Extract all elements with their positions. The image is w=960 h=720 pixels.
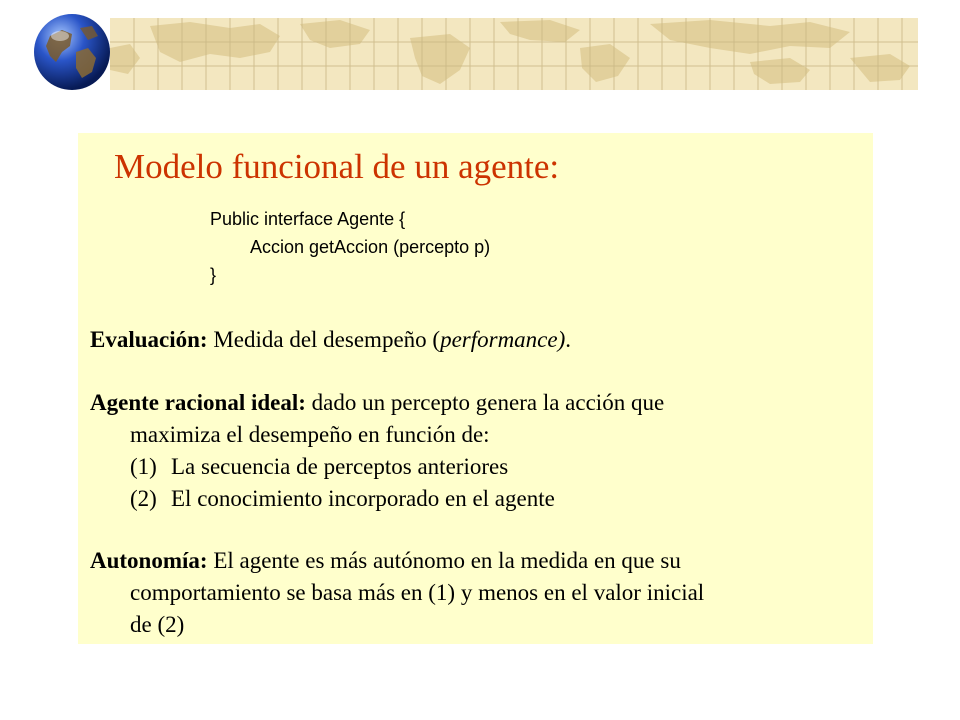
evaluacion-term: Evaluación: (90, 327, 208, 352)
agente-racional-text: dado un percepto genera la acción que (305, 390, 665, 415)
agente-racional-line-2: maximiza el desempeño en función de: (130, 422, 490, 447)
evaluacion-end: . (565, 327, 571, 352)
code-line-2: Accion getAccion (percepto p) (250, 237, 491, 257)
list-item-2-text: El conocimiento incorporado en el agente (171, 486, 555, 511)
autonomia-paragraph (90, 549, 681, 572)
list-item-1-text: La secuencia de perceptos anteriores (171, 454, 509, 479)
agente-racional-paragraph (90, 391, 664, 414)
list-item-1-number: (1) (130, 454, 157, 479)
evaluacion-text: Medida del desempeño ( (207, 327, 441, 352)
evaluacion-italic: performance) (440, 327, 566, 352)
autonomia-text: El agente es más autónomo en la medida en que su (207, 548, 681, 573)
autonomia-line-3: de (2) (130, 612, 185, 637)
code-line-3: } (210, 265, 217, 285)
autonomia-line-2: comportamiento se basa más en (1) y menos en el valor inicial (130, 580, 705, 605)
autonomia-term: Autonomía: (90, 548, 208, 573)
code-line-1: Public interface Agente { (210, 209, 406, 229)
agente-racional-term: Agente racional ideal: (90, 390, 306, 415)
world-map-banner (110, 18, 918, 90)
evaluacion-paragraph (90, 328, 571, 351)
list-item-2-number: (2) (130, 486, 157, 511)
slide-title: Modelo funcional de un agente: (114, 147, 560, 186)
globe-icon (32, 12, 112, 92)
